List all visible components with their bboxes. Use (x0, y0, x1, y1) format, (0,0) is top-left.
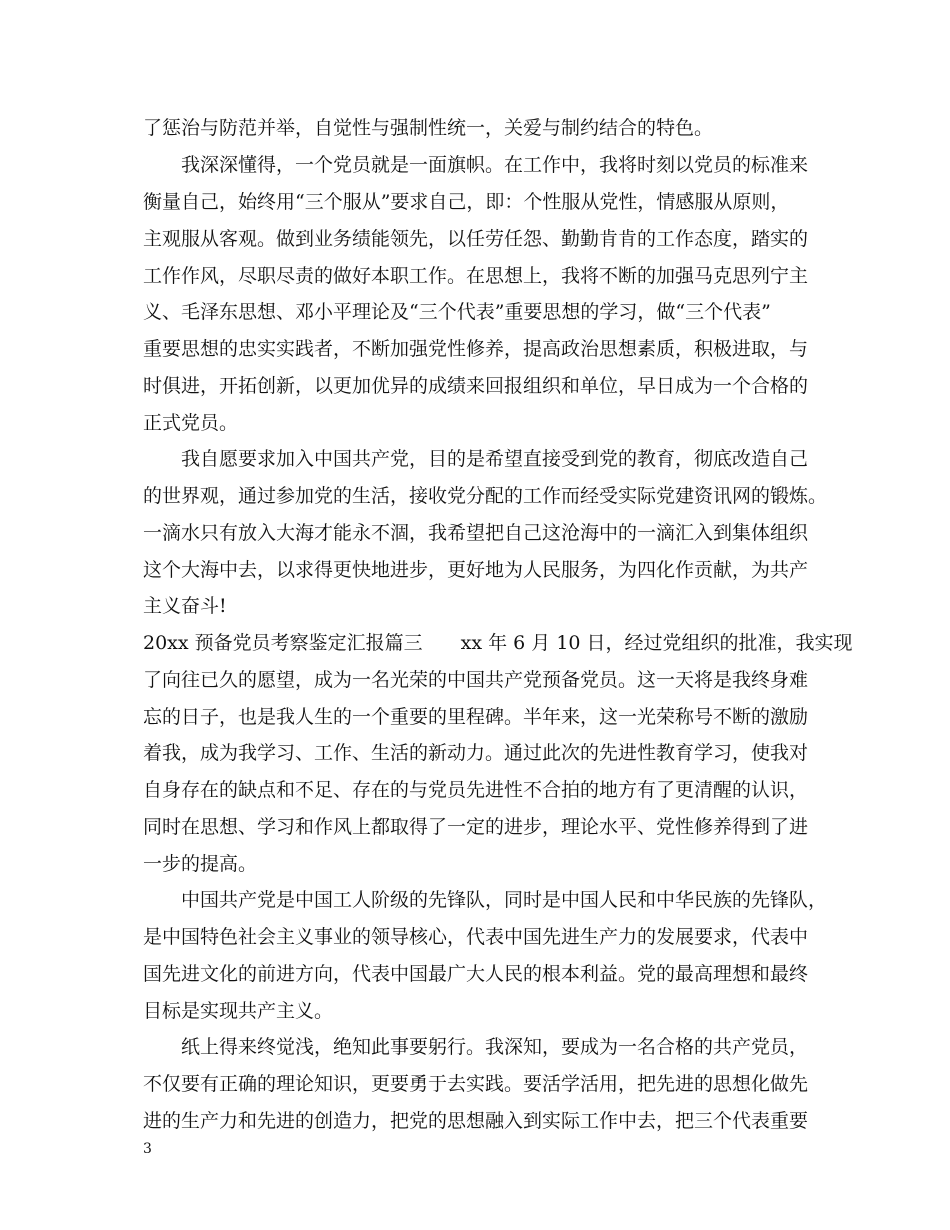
text-line: 这个大海中去，以求得更快地进步，更好地为人民服务，为四化作贡献，为共产 (143, 559, 809, 581)
text-line: 了向往已久的愿望，成为一名光荣的中国共产党预备党员。这一天将是我终身难 (143, 669, 809, 691)
text-line: 一步的提高。 (143, 853, 258, 875)
text-line: 自身存在的缺点和不足、存在的与党员先进性不合拍的地方有了更清醒的认识， (143, 779, 809, 801)
paragraph-first-line: 纸上得来终觉浅，绝知此事要躬行。我深知，要成为一名合格的共产党员， (181, 1036, 809, 1058)
text-line: 同时在思想、学习和作风上都取得了一定的进步，理论水平、党性修养得到了进 (143, 816, 809, 838)
text-line: 不仅要有正确的理论知识，更要勇于去实践。要活学活用，把先进的思想化做先 (143, 1073, 809, 1095)
paragraph-first-line: 中国共产党是中国工人阶级的先锋队，同时是中国人民和中华民族的先锋队， (181, 889, 828, 911)
text-line: 重要思想的忠实实践者，不断加强党性修养，提高政治思想素质，积极进取，与 (143, 338, 809, 360)
text-line: 义、毛泽东思想、邓小平理论及“三个代表”重要思想的学习，做“三个代表” (143, 301, 771, 323)
text-line: 时俱进，开拓创新，以更加优异的成绩来回报组织和单位，早日成为一个合格的 (143, 375, 809, 397)
section-heading-line: 20xx 预备党员考察鉴定汇报篇三 xx 年 6 月 10 日，经过党组织的批准，我实现 (143, 632, 853, 654)
text-line: 主义奋斗! (143, 595, 227, 617)
text-line: 主观服从客观。做到业务绩能领先，以任劳任怨、勤勤肯肯的工作态度，踏实的 (143, 228, 809, 250)
text-line: 衡量自己，始终用“三个服从”要求自己，即：个性服从党性，情感服从原则， (143, 191, 790, 213)
text-line: 了惩治与防范并举，自觉性与强制性统一，关爱与制约结合的特色。 (143, 117, 714, 139)
text-line: 一滴水只有放入大海才能永不涸，我希望把自己这沧海中的一滴汇入到集体组织 (143, 522, 809, 544)
text-line: 是中国特色社会主义事业的领导核心，代表中国先进生产力的发展要求，代表中 (143, 926, 809, 948)
text-line: 进的生产力和先进的创造力，把党的思想融入到实际工作中去，把三个代表重要 (143, 1110, 809, 1132)
paragraph-first-line: 我自愿要求加入中国共产党，目的是希望直接受到党的教育，彻底改造自己 (181, 448, 809, 470)
text-line: 目标是实现共产主义。 (143, 1000, 334, 1022)
text-line: 工作作风，尽职尽责的做好本职工作。在思想上，我将不断的加强马克思列宁主 (143, 265, 809, 287)
text-line: 忘的日子，也是我人生的一个重要的里程碑。半年来，这一光荣称号不断的激励 (143, 706, 809, 728)
text-line: 着我，成为我学习、工作、生活的新动力。通过此次的先进性教育学习，使我对 (143, 742, 809, 764)
page-number: 3 (143, 1141, 152, 1157)
text-line: 的世界观，通过参加党的生活，接收党分配的工作而经受实际党建资讯网的锻炼。 (143, 485, 828, 507)
text-line: 国先进文化的前进方向，代表中国最广大人民的根本利益。党的最高理想和最终 (143, 963, 809, 985)
text-line: 正式党员。 (143, 412, 239, 434)
paragraph-first-line: 我深深懂得，一个党员就是一面旗帜。在工作中，我将时刻以党员的标准来 (181, 154, 809, 176)
